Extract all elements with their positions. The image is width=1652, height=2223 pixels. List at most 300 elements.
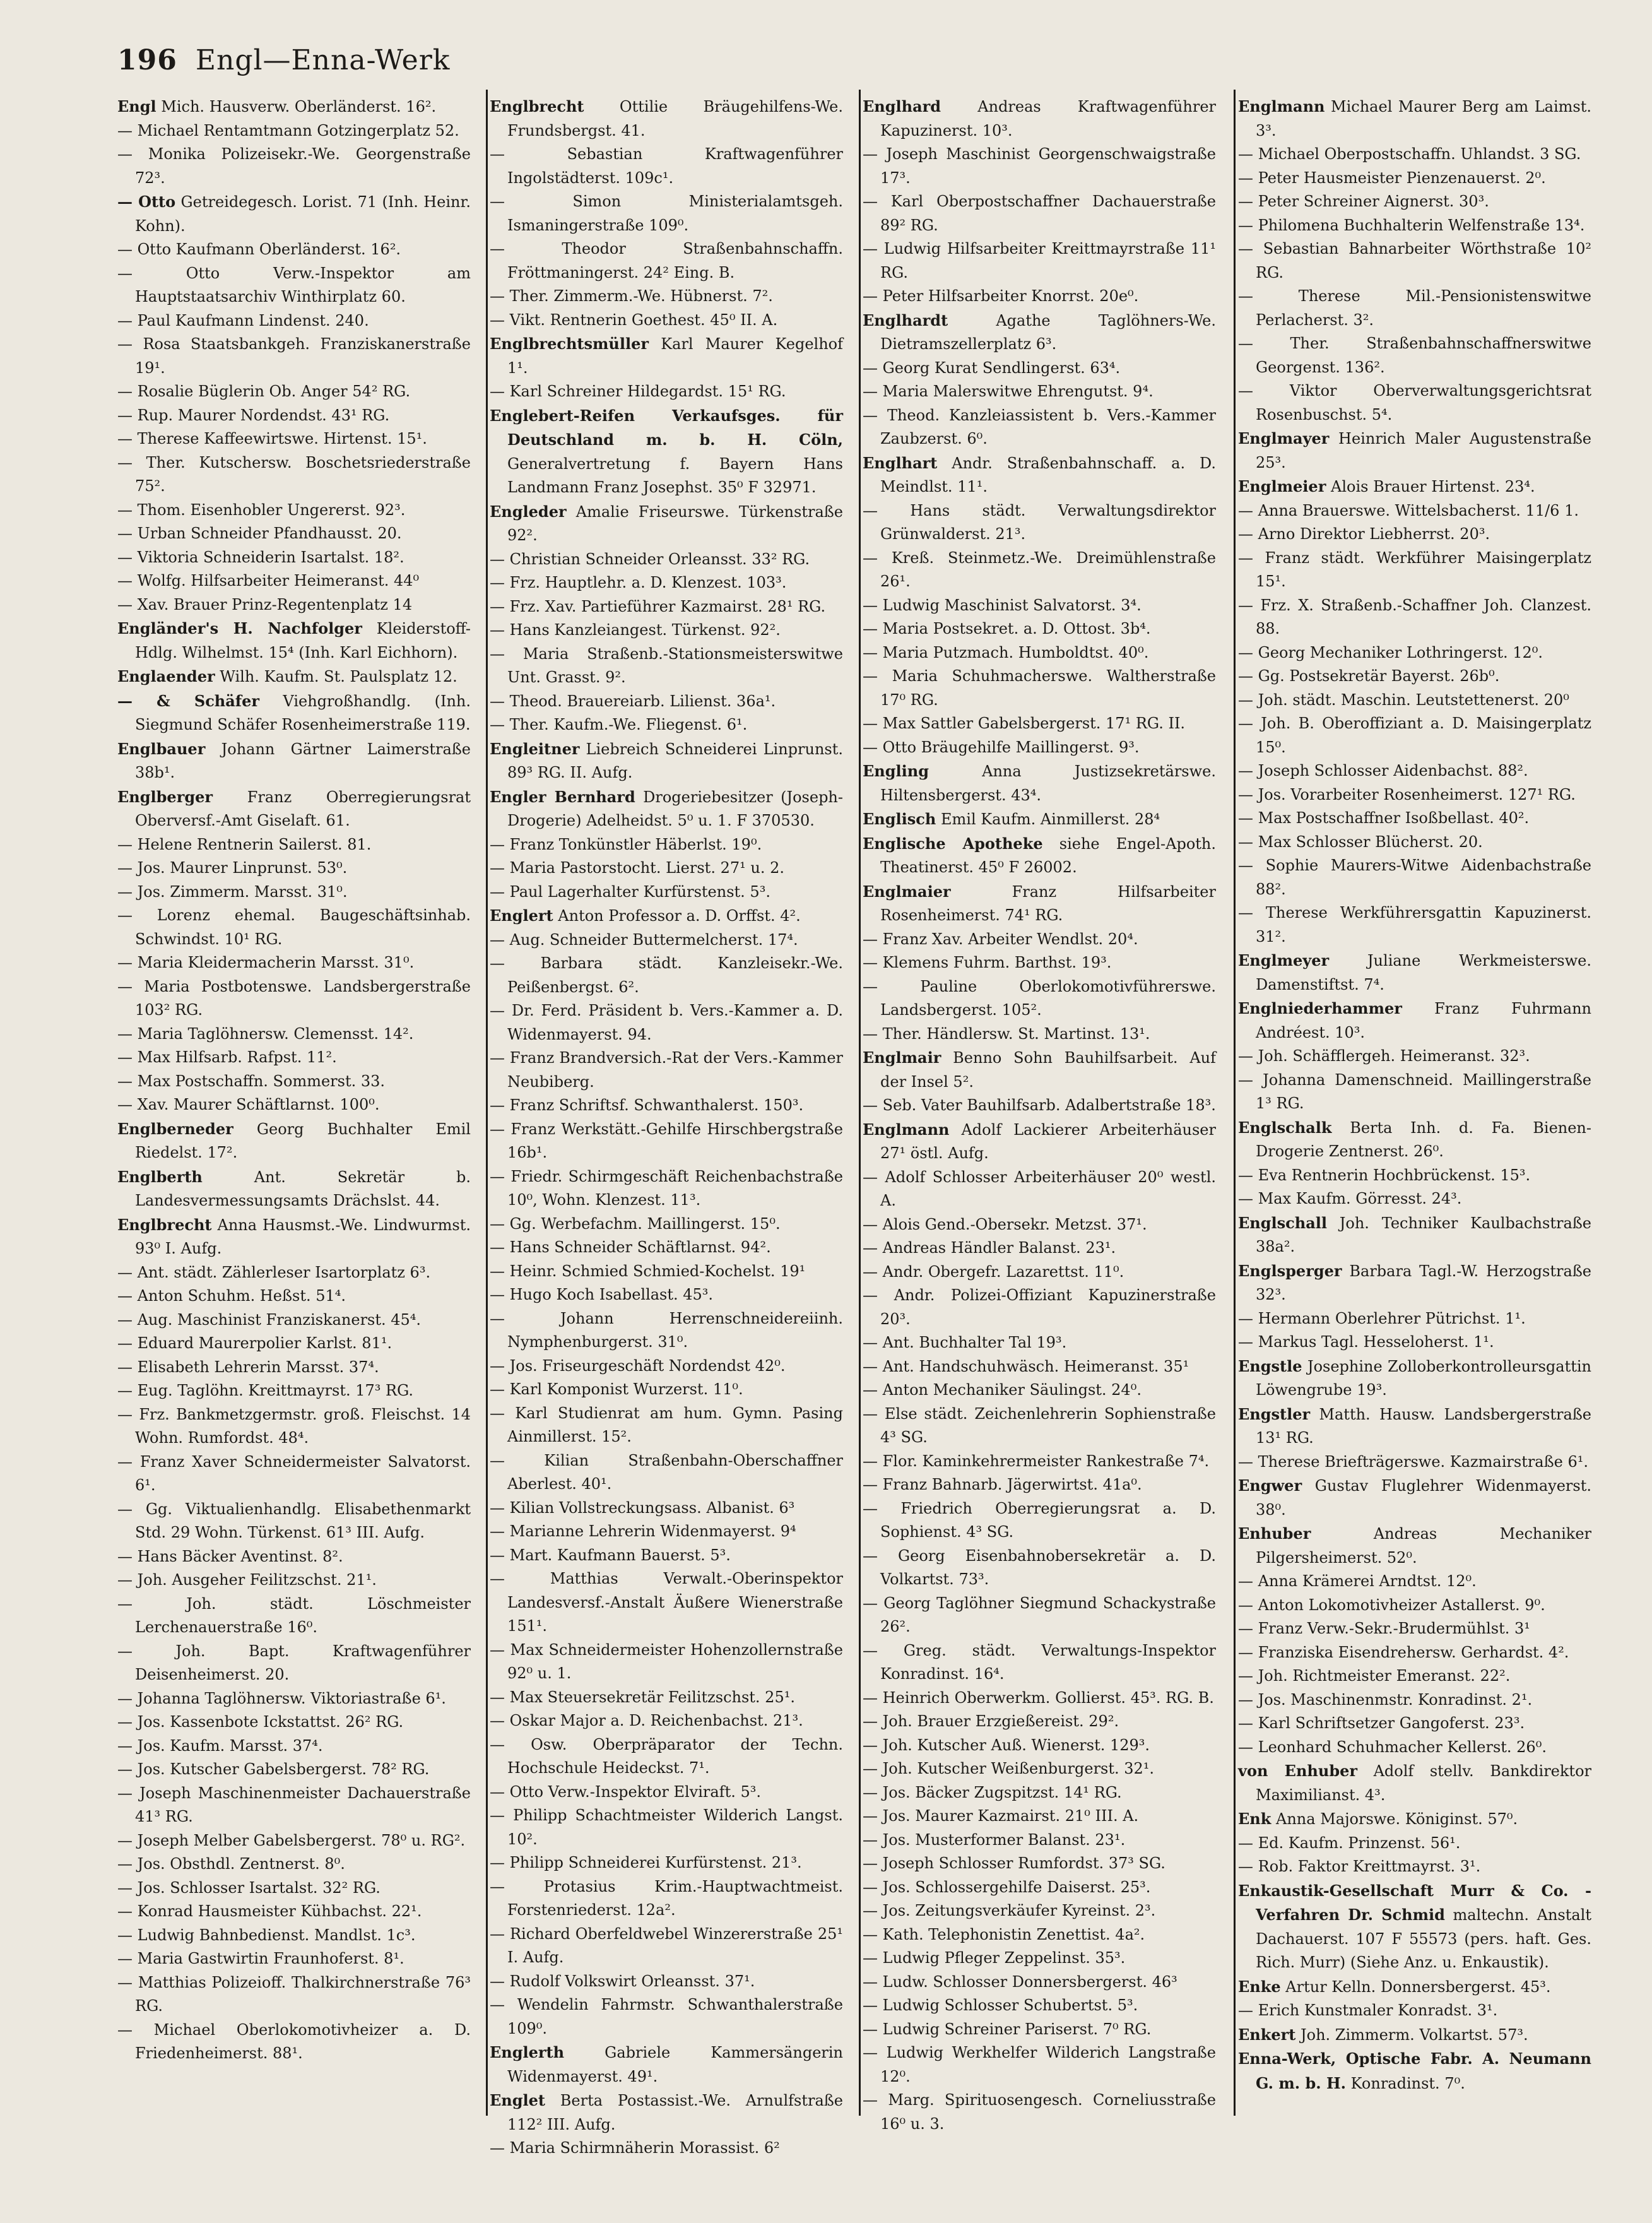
entry-text: — Jos. Schlosser Isartalst. 32² RG. [117, 1878, 381, 1897]
entry-text: — Vikt. Rentnerin Goethest. 45⁰ II. A. [490, 311, 778, 329]
column-rule [486, 90, 488, 2116]
entry-text: — Gg. Viktualienhandlg. Elisabethenmarkt Std. 29 Wohn. Türkenst. 61³ III. Aufg. [117, 1500, 471, 1541]
entry-text: — Franziska Eisendrehersw. Gerhardst. 4². [1238, 1643, 1569, 1661]
directory-entry [863, 285, 1216, 309]
directory-entry [863, 380, 1216, 404]
entry-text: — Johanna Taglöhnersw. Viktoriastraße 6¹. [117, 1689, 446, 1707]
entry-text: — Otto Verw.-Inspektor Elviraft. 5³. [490, 1782, 761, 1801]
entry-text: — Joseph Melber Gabelsbergerst. 78⁰ u. RG². [117, 1831, 466, 1849]
entry-text: — Kilian Straßenbahn-Oberschaffner Aberlest. 40¹. [490, 1451, 843, 1493]
directory-entry [863, 880, 1216, 928]
directory-entry [117, 857, 471, 880]
directory-entry [863, 712, 1216, 736]
entry-text: — Anton Mechaniker Säulingst. 24⁰. [863, 1381, 1142, 1399]
directory-entry [117, 1379, 471, 1403]
entry-text: Franz Hilfsarbeiter Rosenheimerst. 74¹ RG. [880, 882, 1216, 924]
directory-entry [863, 1402, 1216, 1450]
directory-entry [490, 1497, 843, 1521]
directory-entry [490, 833, 843, 857]
entry-text: — Jos. Zimmerm. Marsst. 31⁰. [117, 882, 348, 901]
entry-text: — Philomena Buchhalterin Welfenstraße 13⁴. [1238, 216, 1585, 234]
entry-text: — Otto Verw.-Inspektor am Hauptstaatsarchiv Winthirplatz 60. [117, 264, 471, 305]
directory-entry [117, 522, 471, 546]
directory-entry [1238, 1594, 1591, 1618]
entry-text: Anna Justizsekretärswe. Hiltensbergerst. 43⁴. [880, 762, 1216, 804]
entry-text: — Marianne Lehrerin Widenmayerst. 9⁴ [490, 1522, 796, 1540]
entry-text: Generalvertretung f. Bayern Hans Landmann Franz Josephst. 35⁰ F 32971. [507, 454, 843, 496]
entry-text: — Adolf Schlosser Arbeiterhäuser 20⁰ westl. A. [863, 1168, 1216, 1209]
directory-entry [1238, 665, 1591, 689]
entry-text: — Therese Werkführersgattin Kapuzinerst. 31². [1238, 904, 1591, 946]
entry-text: — Aug. Maschinist Franziskanerst. 45⁴. [117, 1310, 422, 1329]
entry-text: — Rob. Faktor Kreittmayrst. 3¹. [1238, 1858, 1481, 1875]
directory-entry [863, 499, 1216, 547]
directory-entry [1238, 143, 1591, 167]
directory-entry [117, 1070, 471, 1094]
entry-text: — Franz Xaver Schneidermeister Salvatorst. 6¹. [117, 1452, 471, 1494]
directory-entry [117, 427, 471, 451]
entry-text: — Matthias Polizeioff. Thalkirchnerstraße 76³ RG. [117, 1973, 471, 2015]
entry-surname: Enhuber [1238, 1524, 1311, 1543]
entry-text: — Max Sattler Gabelsbergerst. 17¹ RG. II. [863, 714, 1186, 732]
entry-text: — Sophie Maurers-Witwe Aidenbachstraße 88². [1238, 857, 1591, 898]
directory-entry [490, 500, 843, 548]
directory-entry [863, 1331, 1216, 1355]
directory-entry [490, 1923, 843, 1970]
entry-text: Agathe Taglöhners-We. Dietramszellerplatz 6³. [880, 311, 1216, 353]
directory-entry [863, 1994, 1216, 2018]
directory-entry [863, 665, 1216, 712]
directory-entry [490, 904, 843, 928]
directory-entry [490, 380, 843, 404]
entry-text: — Joh. Bapt. Kraftwagenführer Deisenheimerst. 20. [117, 1642, 471, 1683]
directory-entry [117, 904, 471, 951]
entry-text: — Theod. Brauereiarb. Lilienst. 36a¹. [490, 692, 776, 710]
entry-text: — Gg. Werbefachm. Maillingerst. 15⁰. [490, 1214, 781, 1233]
entry-text: — Jos. Kaufm. Marsst. 37⁴. [117, 1736, 323, 1755]
directory-entry [1238, 214, 1591, 238]
entry-text: Andr. Straßenbahnschaff. a. D. Meindlst. 11¹. [880, 454, 1216, 495]
directory-entry [117, 1023, 471, 1046]
directory-entry [490, 690, 843, 714]
directory-column-2 [490, 95, 843, 2161]
directory-entry [1238, 1807, 1591, 1832]
entry-text: — Franz Werkstätt.-Gehilfe Hirschbergstraße 16b¹. [490, 1120, 843, 1161]
directory-entry [117, 546, 471, 570]
entry-text: Josephine Zolloberkontrolleursgattin Löwengrube 19³. [1256, 1357, 1591, 1399]
entry-text: — Ther. Zimmerm.-We. Hübnerst. 7². [490, 287, 773, 305]
entry-text: — Ther. Händlersw. St. Martinst. 13¹. [863, 1024, 1150, 1043]
directory-entry [117, 309, 471, 333]
directory-column-1 [117, 95, 471, 2066]
directory-entry [1238, 1570, 1591, 1594]
directory-entry [1238, 1999, 1591, 2023]
entry-text: Benno Sohn Bauhilfsarbeit. Auf der Insel 5². [880, 1049, 1216, 1091]
directory-entry [490, 928, 843, 952]
entry-text: Ottilie Bräugehilfens-We. Frundsbergst. 41. [507, 98, 843, 139]
directory-entry [863, 2089, 1216, 2136]
directory-entry [490, 1733, 843, 1781]
entry-text: — Max Kaufm. Görresst. 24³. [1238, 1190, 1462, 1207]
entry-text: — Frz. Xav. Partieführer Kazmairst. 28¹ RG. [490, 597, 826, 615]
directory-entry [490, 1449, 843, 1497]
directory-entry [490, 1283, 843, 1307]
entry-text: — Georg Mechaniker Lothringerst. 12⁰. [1238, 643, 1543, 661]
entry-text: Barbara Tagl.-W. Herzogstraße 32³. [1256, 1262, 1591, 1303]
running-title: Engl—Enna-Werk [195, 44, 451, 76]
directory-entry [117, 499, 471, 523]
entry-text: — Hans Kanzleiangest. Türkenst. 92². [490, 621, 781, 639]
directory-entry [117, 1640, 471, 1687]
directory-entry [117, 119, 471, 143]
directory-entry [1238, 1522, 1591, 1570]
directory-entry [863, 928, 1216, 952]
directory-entry [1238, 1759, 1591, 1807]
directory-entry [490, 1520, 843, 1544]
directory-entry [1238, 641, 1591, 665]
directory-entry [863, 1544, 1216, 1592]
entry-text: Anna Majorswe. Königinst. 57⁰. [1276, 1810, 1518, 1828]
directory-entry [1238, 379, 1591, 427]
directory-entry [1238, 167, 1591, 191]
directory-entry [863, 1284, 1216, 1331]
entry-text: — Anna Krämerei Arndtst. 12⁰. [1238, 1572, 1477, 1590]
entry-text: — Matthias Verwalt.-Oberinspektor Landesversf.-Anstalt Äußere Wienerstraße 151¹. [490, 1570, 843, 1635]
entry-text: — Andr. Polizei-Offiziant Kapuzinerstraße 20³. [863, 1286, 1216, 1328]
entry-text: — Jos. Maurer Linprunst. 53⁰. [117, 859, 348, 877]
entry-surname: Engleder [490, 502, 567, 521]
entry-text: — Konrad Hausmeister Kühbachst. 22¹. [117, 1902, 422, 1920]
entry-text: — Gg. Postsekretär Bayerst. 26b⁰. [1238, 667, 1500, 685]
entry-text: Emil Kaufm. Ainmillerst. 28⁴ [940, 810, 1160, 828]
entry-surname: Englaender [117, 667, 215, 685]
directory-entry [490, 619, 843, 643]
directory-entry [863, 451, 1216, 499]
directory-entry [490, 1402, 843, 1449]
entry-text: Kleiderstoff-Hdlg. Wilhelmst. 15⁴ (Inh. Karl Eichhorn). [135, 620, 471, 661]
directory-entry [117, 1782, 471, 1829]
entry-surname: Engl [117, 97, 156, 116]
directory-entry [117, 333, 471, 380]
directory-entry [117, 1093, 471, 1117]
directory-entry [1238, 1736, 1591, 1760]
directory-entry [1238, 1355, 1591, 1402]
directory-entry [1238, 523, 1591, 547]
directory-entry [117, 569, 471, 593]
directory-entry [863, 1355, 1216, 1379]
directory-column-3 [863, 95, 1216, 2136]
entry-surname: Enk [1238, 1810, 1271, 1828]
directory-entry [1238, 475, 1591, 499]
entry-text: — Michael Rentamtmann Gotzingerplatz 52. [117, 121, 459, 139]
entry-text: — Rudolf Volkswirt Orleansst. 37¹. [490, 1972, 755, 1990]
directory-entry [863, 1781, 1216, 1805]
directory-entry [1238, 1617, 1591, 1641]
entry-text: — Rosa Staatsbankgeh. Franziskanerstraße 19¹. [117, 335, 471, 377]
directory-entry [490, 1118, 843, 1165]
entry-surname: Engler Bernhard [490, 787, 635, 806]
directory-entry [1238, 1688, 1591, 1712]
directory-entry [490, 190, 843, 237]
directory-entry [863, 1118, 1216, 1166]
directory-entry [117, 1261, 471, 1285]
directory-entry [863, 1899, 1216, 1923]
entry-text: — Joseph Maschinenmeister Dachauerstraße 41³ RG. [117, 1784, 471, 1825]
directory-entry [1238, 997, 1591, 1045]
entry-text: — Peter Hilfsarbeiter Knorrst. 20e⁰. [863, 287, 1139, 305]
directory-entry [117, 1332, 471, 1356]
entry-surname: Englbauer [117, 739, 206, 758]
entry-text: Gabriele Kammersängerin Widenmayerst. 49¹. [507, 2044, 843, 2085]
entry-text: — Viktoria Schneiderin Isartalst. 18². [117, 548, 404, 566]
entry-text: — Franz Brandversich.-Rat der Vers.-Kammer Neubiberg. [490, 1049, 843, 1091]
directory-entry [863, 1023, 1216, 1046]
entry-surname: Englbrechtsmüller [490, 335, 649, 353]
directory-entry [490, 713, 843, 737]
directory-entry [863, 2041, 1216, 2089]
directory-entry [490, 1875, 843, 1923]
entry-surname: Englschalk [1238, 1118, 1332, 1137]
entry-text: Ant. Sekretär b. Landesvermessungsamts Drächslst. 44. [135, 1168, 471, 1209]
directory-entry [1238, 1116, 1591, 1164]
directory-entry [1238, 190, 1591, 214]
directory-entry [490, 1851, 843, 1875]
entry-text: — Arno Direktor Liebherrst. 20³. [1238, 525, 1490, 543]
directory-entry [1238, 783, 1591, 807]
directory-entry [490, 332, 843, 380]
directory-entry [1238, 1164, 1591, 1188]
entry-text: Georg Buchhalter Emil Riedelst. 17². [135, 1120, 471, 1161]
directory-entry [490, 880, 843, 904]
entry-text: — Friedrich Oberregierungsrat a. D. Sophienst. 4³ SG. [863, 1499, 1216, 1541]
entry-text: — Peter Hausmeister Pienzenauerst. 2⁰. [1238, 169, 1546, 187]
directory-entry [117, 1924, 471, 1948]
entry-text: — Maria Straßenb.-Stationsmeisterswitwe Unt. Grasst. 9². [490, 644, 843, 686]
entry-surname: von Enhuber [1238, 1762, 1358, 1780]
entry-text: — Joh. städt. Maschin. Leutstettenerst. 20⁰ [1238, 691, 1569, 709]
directory-entry [117, 1545, 471, 1569]
directory-entry [863, 1378, 1216, 1402]
entry-surname: Englet [490, 2091, 545, 2109]
entry-text: — Karl Oberpostschaffner Dachauerstraße 89² RG. [863, 193, 1216, 234]
directory-entry [1238, 332, 1591, 379]
entry-text: — Klemens Fuhrm. Barthst. 19³. [863, 954, 1112, 971]
entry-text: — Frz. Hauptlehr. a. D. Klenzest. 103³. [490, 574, 787, 591]
directory-entry [117, 1947, 471, 1971]
directory-entry [1238, 949, 1591, 997]
directory-entry [490, 1355, 843, 1378]
entry-text: maltechn. Anstalt Dachauerst. 107 F 55573 (pers. haft. Ges. Rich. Murr) (Siehe Anz. u. Enkaustik). [1256, 1906, 1591, 1971]
directory-entry [117, 1568, 471, 1592]
directory-entry [1238, 1832, 1591, 1856]
directory-entry [863, 1852, 1216, 1876]
entry-text: — Therese Briefträgerswe. Kazmairstraße 6¹. [1238, 1452, 1588, 1471]
entry-surname: Englisch [863, 810, 936, 828]
entry-text: — Alois Gend.-Obersekr. Metzst. 37¹. [863, 1215, 1147, 1233]
entry-surname: — Otto [117, 193, 176, 211]
directory-entry [863, 237, 1216, 285]
directory-entry [863, 190, 1216, 237]
directory-entry [863, 309, 1216, 357]
directory-entry [117, 1450, 471, 1498]
entry-text: — Eug. Taglöhn. Kreittmayrst. 17³ RG. [117, 1382, 414, 1399]
entry-text: — Aug. Schneider Buttermelcherst. 17⁴. [490, 930, 798, 949]
entry-surname: Enke [1238, 1977, 1281, 1996]
entry-text: — Protasius Krim.-Hauptwachtmeist. Forstenriederst. 12a². [490, 1877, 843, 1919]
entry-text: — Maria Schirmnäherin Morassist. 6² [490, 2139, 780, 2157]
entry-surname: Englerth [490, 2043, 565, 2061]
directory-entry [117, 951, 471, 975]
entry-text: — Monika Polizeisekr.-We. Georgenstraße 72³. [117, 145, 471, 187]
entry-surname: Englert [490, 906, 553, 925]
entry-text: — Mart. Kaufmann Bauerst. 5³. [490, 1546, 731, 1564]
directory-entry [863, 95, 1216, 143]
directory-entry [1238, 901, 1591, 949]
directory-entry [1238, 1474, 1591, 1522]
directory-entry [490, 309, 843, 333]
directory-entry [117, 1046, 471, 1070]
entry-text: — Karl Schreiner Hildegardst. 15¹ RG. [490, 382, 786, 400]
page-header [117, 44, 450, 76]
directory-entry [490, 1544, 843, 1568]
entry-text: — Max Schneidermeister Hohenzollernstraße 92⁰ u. 1. [490, 1640, 843, 1682]
entry-text: — Jos. Vorarbeiter Rosenheimerst. 127¹ RG. [1238, 785, 1576, 803]
directory-entry [117, 1852, 471, 1876]
entry-surname: Englmayer [1238, 429, 1330, 448]
entry-text: — Philipp Schachtmeister Wilderich Langst. 10². [490, 1806, 843, 1848]
directory-entry [490, 643, 843, 690]
entry-text: — Leonhard Schuhmacher Kellerst. 26⁰. [1238, 1738, 1547, 1756]
entry-text: — Max Steuersekretär Feilitzschst. 25¹. [490, 1688, 795, 1706]
directory-entry [863, 1876, 1216, 1900]
entry-text: — Joh. städt. Löschmeister Lerchenauerstraße 16⁰. [117, 1594, 471, 1636]
entry-text: — Jos. Schlossergehilfe Daiserst. 25³. [863, 1878, 1151, 1896]
directory-entry [1238, 1259, 1591, 1307]
directory-entry [117, 1734, 471, 1758]
directory-entry [1238, 594, 1591, 641]
directory-entry [490, 1804, 843, 1851]
directory-entry [863, 143, 1216, 190]
entry-text: — Ludwig Pfleger Zeppelinst. 35³. [863, 1949, 1126, 1967]
entry-surname: Engstler [1238, 1404, 1311, 1423]
directory-entry [117, 95, 471, 119]
entry-surname: Enkert [1238, 2025, 1296, 2044]
directory-entry [863, 1805, 1216, 1829]
entry-text: — Jos. Maschinenmstr. Konradinst. 2¹. [1238, 1690, 1533, 1709]
entry-text: — Jos. Kassenbote Ickstattst. 26² RG. [117, 1713, 404, 1731]
entry-text: — Simon Ministerialamtsgeh. Ismaningerstraße 109⁰. [490, 193, 843, 234]
directory-entry [1238, 1855, 1591, 1879]
entry-text: — Hermann Oberlehrer Pütrichst. 1¹. [1238, 1309, 1526, 1327]
entry-text: — Andr. Obergefr. Lazarettst. 11⁰. [863, 1262, 1124, 1281]
directory-entry [1238, 1045, 1591, 1069]
entry-text: — Joh. Ausgeher Feilitzschst. 21¹. [117, 1571, 377, 1589]
entry-text: Amalie Friseurswe. Türkenstraße 92². [507, 502, 843, 544]
entry-text: — Eduard Maurerpolier Karlst. 81¹. [117, 1334, 392, 1352]
directory-entry [490, 237, 843, 285]
directory-entry [490, 1094, 843, 1118]
entry-text: — Ludwig Hilfsarbeiter Kreittmayrstraße 11¹ RG. [863, 240, 1216, 282]
entry-surname: Englmann [863, 1120, 950, 1139]
entry-text: — Ludwig Werkhelfer Wilderich Langstraße 12⁰. [863, 2044, 1216, 2085]
entry-text: — Else städt. Zeichenlehrerin Sophienstraße 4³ SG. [863, 1404, 1216, 1446]
directory-entry [490, 1709, 843, 1733]
entry-text: — Paul Lagerhalter Kurfürstenst. 5³. [490, 882, 770, 901]
entry-text: — Frz. Bankmetzgermstr. groß. Fleischst. 14 Wohn. Rumfordst. 48⁴. [117, 1405, 471, 1447]
entry-text: — Jos. Obsthdl. Zentnerst. 8⁰. [117, 1855, 345, 1873]
entry-text: Getreidegesch. Lorist. 71 (Inh. Heinr. Kohn). [135, 193, 471, 235]
entry-text: — Jos. Bäcker Zugspitzst. 14¹ RG. [863, 1783, 1122, 1801]
directory-entry [863, 357, 1216, 381]
entry-text: — Sebastian Bahnarbeiter Wörthstraße 10² RG. [1238, 240, 1591, 282]
directory-entry [863, 1757, 1216, 1781]
directory-entry [1238, 1402, 1591, 1450]
entry-text: — Richard Oberfeldwebel Winzererstraße 25¹ I. Aufg. [490, 1924, 843, 1966]
directory-entry [863, 594, 1216, 618]
entry-text: — Wolfg. Hilfsarbeiter Heimeranst. 44⁰ [117, 572, 420, 590]
entry-text: — Franz Bahnarb. Jägerwirtst. 41a⁰. [863, 1476, 1142, 1493]
directory-entry [117, 1971, 471, 2018]
directory-entry [863, 1639, 1216, 1687]
directory-entry [1238, 1712, 1591, 1736]
entry-text: — Frz. X. Straßenb.-Schaffner Joh. Clanzest. 88. [1238, 596, 1591, 637]
entry-text: — Joh. Schäfflergeh. Heimeranst. 32³. [1238, 1047, 1530, 1065]
directory-entry [863, 1260, 1216, 1284]
entry-text: — Pauline Oberlokomotivführerswe. Landsbergerst. 105². [863, 977, 1216, 1019]
entry-text: — Barbara städt. Kanzleisekr.-We. Peißenbergst. 6². [490, 954, 843, 996]
directory-entry [490, 1781, 843, 1805]
entry-text: Franz Fuhrmann Andréest. 10³. [1256, 1000, 1591, 1041]
directory-entry [490, 1970, 843, 1994]
entry-text: — Philipp Schneiderei Kurfürstenst. 21³. [490, 1854, 802, 1871]
entry-text: — Christian Schneider Orleansst. 33² RG. [490, 550, 810, 568]
directory-entry [1238, 807, 1591, 831]
directory-entry [490, 1993, 843, 2041]
directory-entry [1238, 1069, 1591, 1116]
entry-text: — Rup. Maurer Nordendst. 43¹ RG. [117, 406, 390, 424]
entry-text: — Johanna Damenschneid. Maillingerstraße 1³ RG. [1238, 1070, 1591, 1112]
directory-entry [490, 571, 843, 595]
entry-text: — Markus Tagl. Hesseloherst. 1¹. [1238, 1333, 1494, 1351]
directory-entry [1238, 854, 1591, 901]
entry-text: — Ther. Kutschersw. Boschetsriederstraße 75². [117, 453, 471, 495]
entry-surname: Enna-Werk, Optische Fabr. A. Neumann G. m. b. H. [1238, 2049, 1591, 2092]
entry-text: — Maria Postbotenswe. Landsbergerstraße 103² RG. [117, 977, 471, 1019]
entry-text: — Joseph Schlosser Aidenbachst. 88². [1238, 762, 1528, 780]
entry-text: — Hugo Koch Isabellast. 45³. [490, 1286, 714, 1303]
directory-entry [1238, 831, 1591, 855]
entry-text: — Viktor Oberverwaltungsgerichtsrat Rosenbuschst. 5⁴. [1238, 382, 1591, 424]
entry-text: — Anna Brauerswe. Wittelsbacherst. 11/6 1. [1238, 501, 1579, 519]
directory-entry [117, 1498, 471, 1545]
entry-text: — Wendelin Fahrmstr. Schwanthalerstraße 109⁰. [490, 1996, 843, 2037]
directory-entry [1238, 1450, 1591, 1474]
entry-text: — Ed. Kaufm. Prinzenst. 56¹. [1238, 1834, 1461, 1852]
directory-entry [117, 1356, 471, 1380]
directory-entry [490, 952, 843, 999]
entry-surname: Englmeyer [1238, 951, 1330, 969]
directory-entry [863, 951, 1216, 975]
directory-entry [490, 1212, 843, 1236]
entry-text: — Dr. Ferd. Präsident b. Vers.-Kammer a. D. Widenmayerst. 94. [490, 1002, 843, 1043]
entry-text: Berta Postassist.-We. Arnulfstraße 112² III. Aufg. [507, 2092, 843, 2133]
directory-entry [117, 975, 471, 1023]
entry-text: — Joh. B. Oberoffiziant a. D. Maisingerplatz 15⁰. [1238, 714, 1591, 756]
directory-entry [117, 833, 471, 857]
directory-entry [863, 975, 1216, 1023]
directory-entry [863, 1473, 1216, 1497]
entry-text: — Karl Komponist Wurzerst. 11⁰. [490, 1380, 743, 1398]
